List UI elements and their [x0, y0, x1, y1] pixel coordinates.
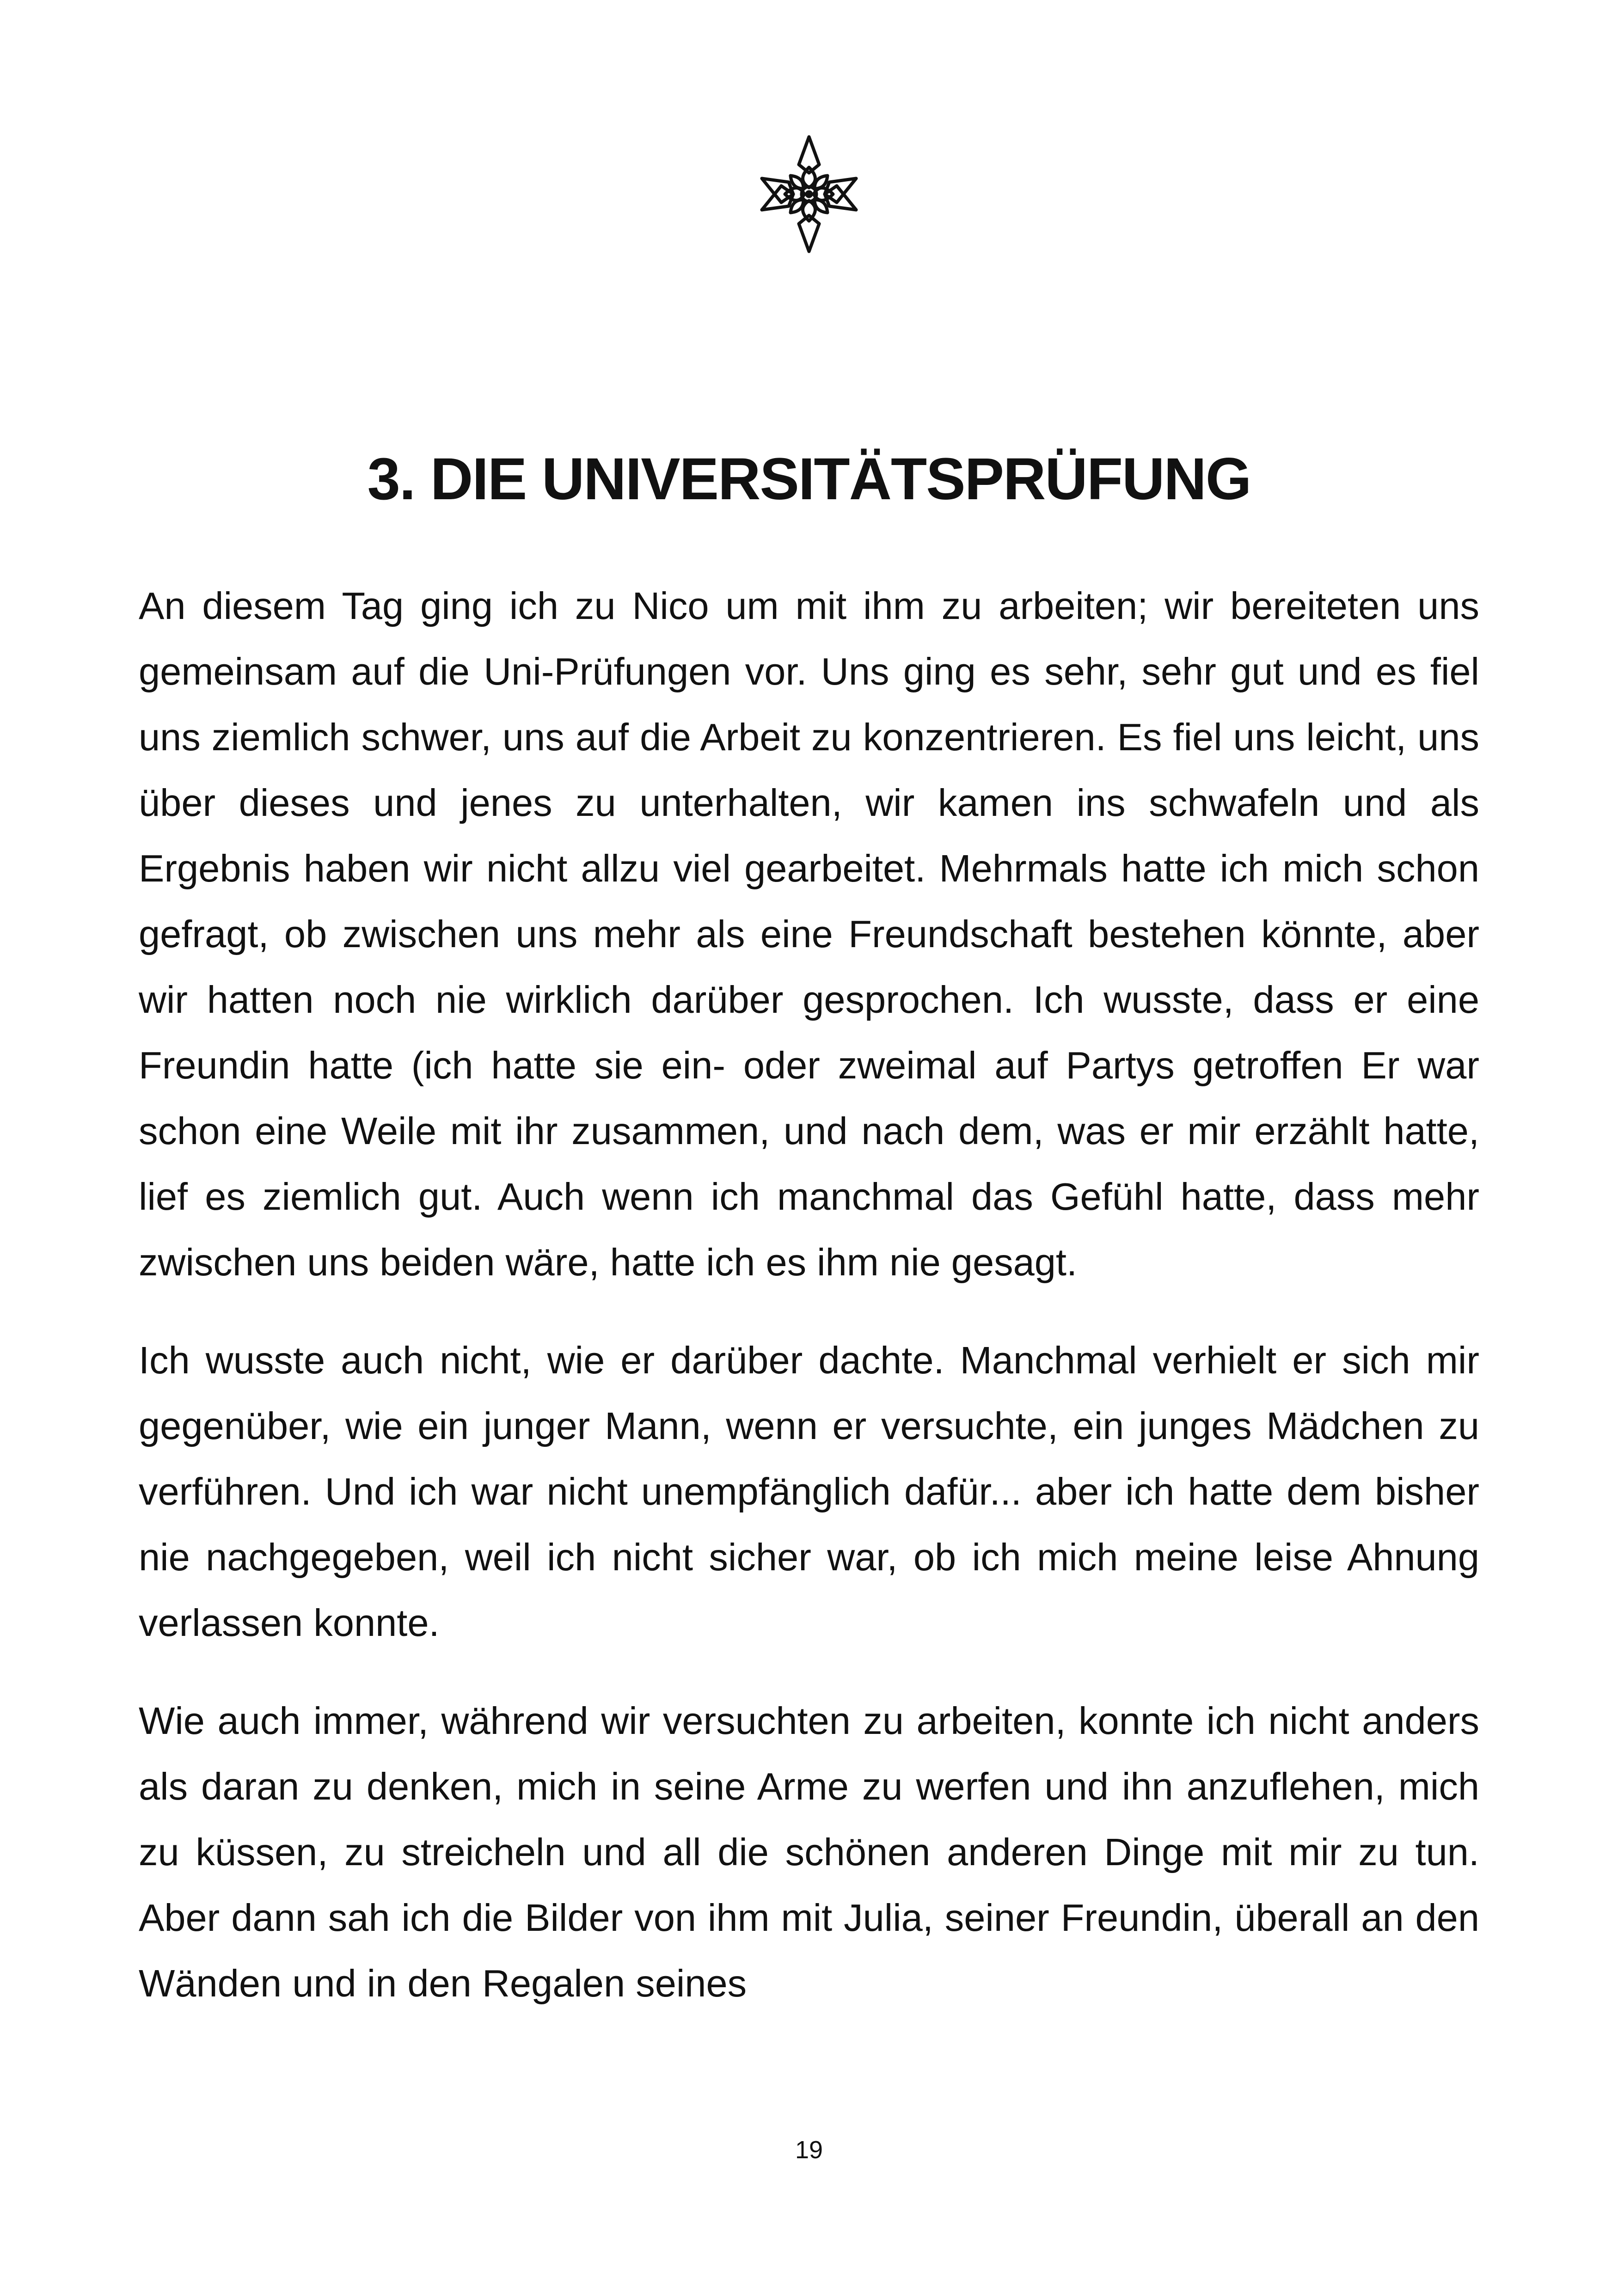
- page-number: 19: [795, 2136, 823, 2164]
- chapter-body: [139, 573, 1479, 2049]
- paragraph: An diesem Tag ging ich zu Nico um mit ihm zu arbeiten; wir bereiteten uns gemeinsam auf die Uni-Prüfungen vor. Uns ging es sehr, sehr gut und es fiel uns ziemlich schwer, uns auf die Arbeit zu konzentrieren. Es fiel uns leicht, uns über dieses und jenes zu unterhalten, wir kamen ins schwafeln und als Ergebnis haben wir nicht allzu viel gearbeitet. Mehrmals hatte ich mich schon gefragt, ob zwischen uns mehr als eine Freundschaft bestehen könnte, aber wir hatten noch nie wirklich darüber gesprochen. Ich wusste, dass er eine Freundin hatte (ich hatte sie ein- oder zweimal auf Partys getroffen Er war schon eine Weile mit ihr zusammen, und nach dem, was er mir erzählt hatte, lief es ziemlich gut. Auch wenn ich manchmal das Gefühl hatte, dass mehr zwischen uns beiden wäre, hatte ich es ihm nie gesagt.: [139, 584, 1479, 1284]
- paragraph: Wie auch immer, während wir versuchten zu arbeiten, konnte ich nicht anders als daran zu denken, mich in seine Arme zu werfen und ihn anzuflehen, mich zu küssen, zu streicheln und all die schönen anderen Dinge mit mir zu tun. Aber dann sah ich die Bilder von ihm mit Julia, seiner Freundin, überall an den Wänden und in den Regalen seines: [139, 1699, 1479, 2005]
- flower-ornament-icon: [758, 134, 860, 254]
- paragraph: Ich wusste auch nicht, wie er darüber dachte. Manchmal verhielt er sich mir gegenüber, wie ein junger Mann, wenn er versuchte, ein junges Mädchen zu verführen. Und ich war nicht unempfänglich dafür... aber ich hatte dem bisher nie nachgegeben, weil ich nicht sicher war, ob ich mich meine leise Ahnung verlassen konnte.: [139, 1339, 1479, 1644]
- chapter-title: 3. DIE UNIVERSITÄTSPRÜFUNG: [367, 446, 1251, 512]
